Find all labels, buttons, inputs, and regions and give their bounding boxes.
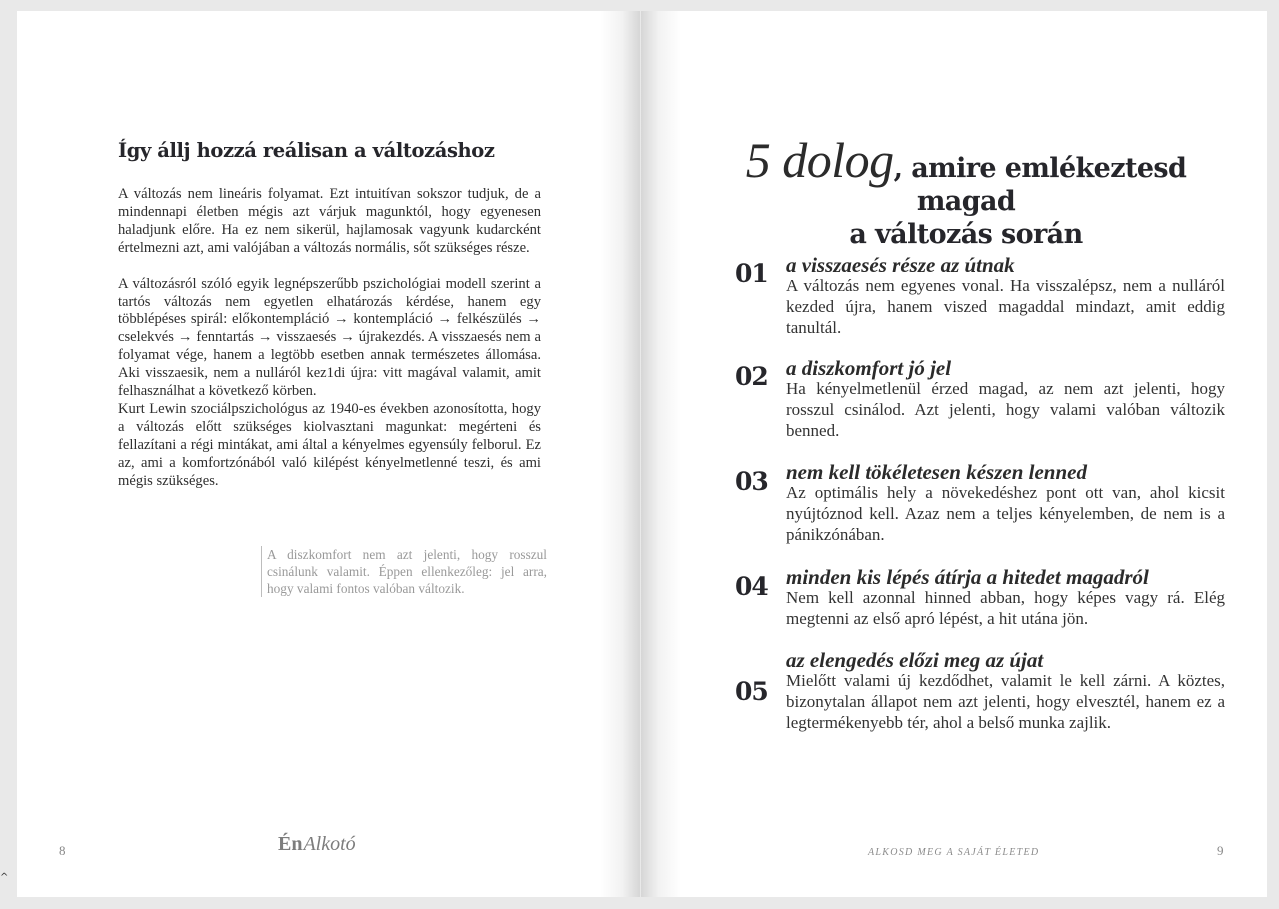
left-page: [17, 11, 640, 897]
item-number: 05: [735, 677, 768, 706]
body-paragraph: A változásról szóló egyik legnépszerűbb pszichológiai modell szerint a tartós változás nem egyetlen elhatározás kérdése, hanem egy többlépéses spirál: előkontempláció → kontempláció → felkészülés → cselekvés → fenntartás → visszaesés → újrakezdés. A visszaesés nem a folyamat vége, hanem a legtöbb esetben annak természetes állomása. Aki visszaesik, nem a nulláról kez1di újra: vitt magával valamit, amit felhasználhat a következő körben.: [118, 275, 541, 400]
list-item: [735, 566, 1225, 630]
item-number: 01: [735, 259, 768, 288]
publication-logo: [278, 833, 356, 856]
item-title: nem kell tökéletesen készen lenned: [786, 460, 1087, 484]
pull-quote: A diszkomfort nem azt jelenti, hogy rosszul csinálunk valamit. Éppen ellenkezőleg: jel arra, hogy valami fontos valóban változik.: [261, 546, 547, 597]
body-paragraph: A változás nem lineáris folyamat. Ezt intuitívan sokszor tudjuk, de a mindennapi életben mégis azt várjuk magunktól, hogy egyenesen haladjunk előre. Ha ez nem sikerül, hajlamosak vagyunk kudarcként értelmezni azt, ami valójában a változás normális, sőt szükséges része.: [118, 186, 541, 256]
left-page-title: Így állj hozzá reálisan a változáshoz: [118, 139, 495, 162]
item-body: Az optimális hely a növekedéshez pont ott van, ahol kicsit nyújtóznod kell. Azaz nem a teljes kényelemben, de nem is a pánikzónában.: [786, 483, 1225, 544]
item-body: Ha kényelmetlenül érzed magad, az nem azt jelenti, hogy rosszul csinálod. Azt jelenti, hogy valami valóban változik benned.: [786, 379, 1225, 440]
logo-text-alkoto: Alkotó: [303, 833, 356, 855]
item-title: minden kis lépés átírja a hitedet magadról: [786, 565, 1149, 589]
item-number: 02: [735, 362, 768, 391]
item-title: a visszaesés része az útnak: [786, 253, 1015, 277]
edge-caret-mark: ^: [0, 872, 9, 883]
item-body: Mielőtt valami új kezdődhet, valamit le kell zárni. A köztes, bizonytalan állapot nem azt jelenti, hogy elvesztél, hanem ez a legtermékenyebb tér, ahol a belső munka zajlik.: [786, 671, 1225, 732]
item-title: a diszkomfort jó jel: [786, 356, 952, 380]
item-title: az elengedés előzi meg az újat: [786, 648, 1044, 672]
list-item: [735, 357, 1225, 441]
body-paragraph: Kurt Lewin szociálpszichológus az 1940-es években azonosította, hogy a változás előtt szükséges kiolvasztani magunkat: megérteni és fellazítani a régi mintákat, ami által a kényelmes egyensúly felborul. Ez az, ami a komfortzónából való kilépést kényelmetlenné teszi, és ami mégis szükséges.: [118, 400, 541, 489]
title-line-1: , amire emlékeztesd magad: [893, 153, 1187, 217]
item-number: 03: [735, 467, 768, 496]
left-page-body: [118, 186, 541, 491]
right-page: [641, 11, 1267, 897]
running-head: ALKOSD MEG A SAJÁT ÉLETED: [868, 847, 1040, 858]
title-number-phrase: 5 dolog: [745, 132, 894, 188]
list-item: [735, 649, 1225, 733]
right-page-title: [701, 132, 1231, 253]
list-item: [735, 254, 1225, 338]
title-line-2: a változás során: [849, 219, 1083, 250]
item-body: Nem kell azonnal hinned abban, hogy képes vagy rá. Elég megtenni az első apró lépést, a hit utána jön.: [786, 588, 1225, 628]
page-number-left: 8: [59, 843, 66, 858]
logo-text-en: Én: [278, 833, 303, 855]
item-body: A változás nem egyenes vonal. Ha visszalépsz, nem a nulláról kezded újra, hanem viszed magaddal mindazt, amit eddig tanultál.: [786, 276, 1225, 337]
item-number: 04: [735, 572, 768, 601]
list-item: [735, 461, 1225, 545]
page-number-right: 9: [1217, 843, 1224, 858]
